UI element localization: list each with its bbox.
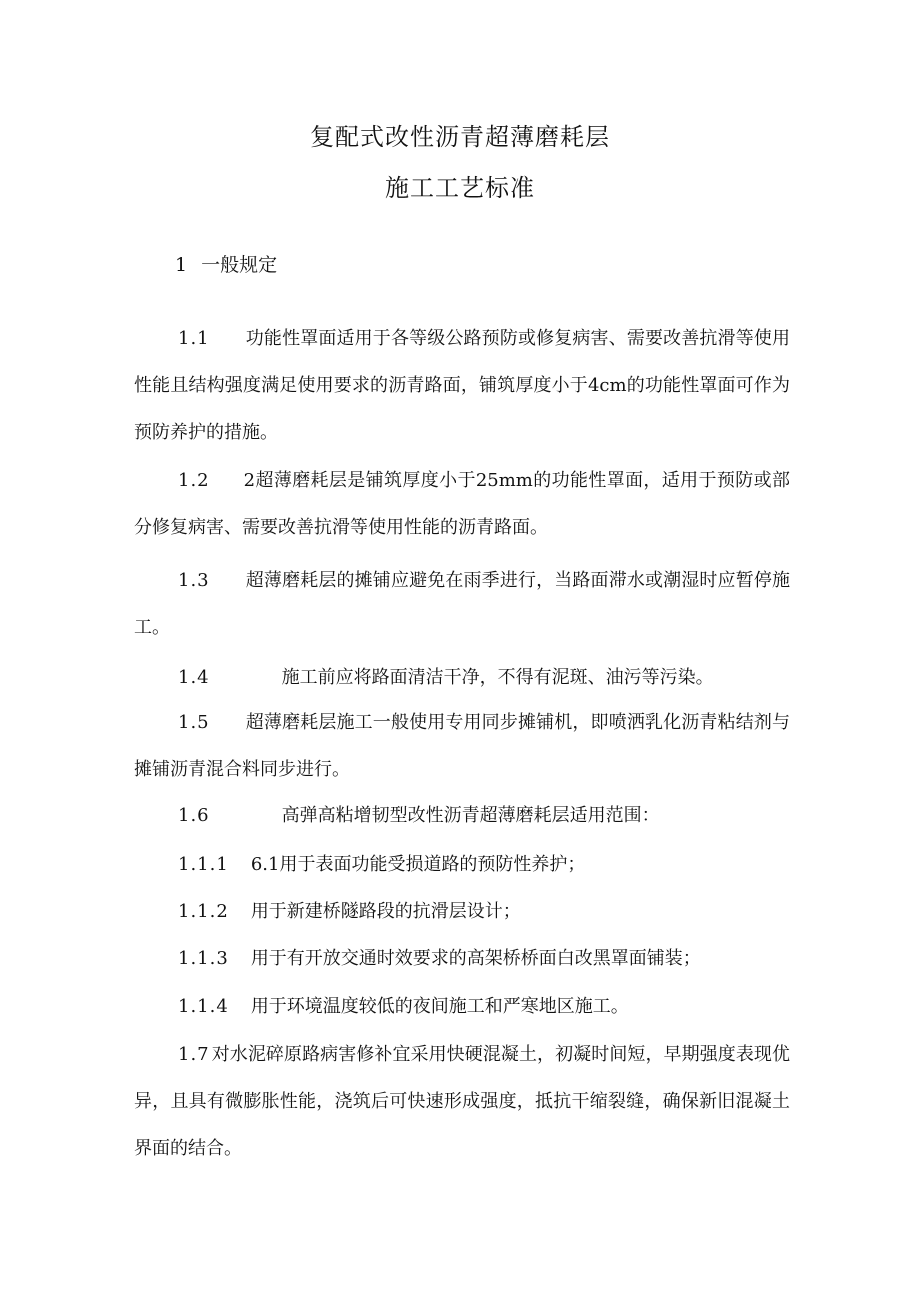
paragraph-1-1-3: [134, 935, 790, 982]
paragraph-text: 6.1用于表面功能受损道路的预防性养护；: [250, 854, 586, 875]
paragraph-1-2: [134, 457, 790, 551]
paragraph-text: 2超薄磨耗层是铺筑厚度小于25mm的功能性罩面，适用于预防或部分修复病害、需要改善抗滑等使用性能的沥青路面。: [134, 470, 790, 538]
document-title-line-2: 施工工艺标准: [385, 174, 535, 202]
paragraph-1-7: [134, 1031, 790, 1172]
paragraph-number: 1.3: [178, 570, 210, 591]
paragraph-number: 1.1.2: [178, 901, 229, 922]
paragraph-number: 1.1.1: [178, 854, 229, 875]
paragraph-text: 超薄磨耗层的摊铺应避免在雨季进行，当路面滞水或潮湿时应暂停施工。: [134, 570, 790, 638]
paragraph-text: 用于环境温度较低的夜间施工和严寒地区施工。: [250, 996, 629, 1017]
paragraph-number: 1.6: [178, 805, 210, 826]
section-heading: [175, 250, 277, 277]
paragraph-text: 功能性罩面适用于各等级公路预防或修复病害、需要改善抗滑等使用性能且结构强度满足使用要求的沥青路面，铺筑厚度小于4cm的功能性罩面可作为预防养护的措施。: [134, 328, 790, 443]
paragraph-1-1-4: [134, 983, 790, 1030]
paragraph-text: 高弹高粘增韧型改性沥青超薄磨耗层适用范围：: [281, 805, 660, 826]
paragraph-number: 1.5: [178, 712, 210, 733]
paragraph-number: 1.2: [178, 470, 210, 491]
paragraph-number: 1.1.4: [178, 996, 229, 1017]
paragraph-text: 对水泥碎原路病害修补宜采用快硬混凝土，初凝时间短，早期强度表现优异，且具有微膨胀性能，浇筑后可快速形成强度，抵抗干缩裂缝，确保新旧混凝土界面的结合。: [134, 1044, 790, 1159]
paragraph-1-6: [134, 792, 790, 839]
paragraph-1-3: [134, 557, 790, 651]
paragraph-text: 用于有开放交通时效要求的高架桥桥面白改黑罩面铺装；: [250, 948, 701, 969]
paragraph-number: 1.7: [178, 1044, 210, 1065]
section-number: 1: [175, 254, 188, 276]
paragraph-1-1-2: [134, 888, 790, 935]
paragraph-text: 超薄磨耗层施工一般使用专用同步摊铺机，即喷洒乳化沥青粘结剂与摊铺沥青混合料同步进行。: [134, 712, 790, 780]
paragraph-text: 施工前应将路面清洁干净，不得有泥斑、油污等污染。: [281, 667, 714, 688]
paragraph-number: 1.4: [178, 667, 210, 688]
paragraph-number: 1.1: [178, 328, 210, 349]
paragraph-1-4: [134, 654, 790, 701]
paragraph-1-1-1: [134, 841, 790, 888]
paragraph-number: 1.1.3: [178, 948, 229, 969]
paragraph-1-5: [134, 699, 790, 793]
section-title: 一般规定: [201, 254, 278, 276]
paragraph-1-1: [134, 315, 790, 456]
document-title-line-1: 复配式改性沥青超薄磨耗层: [310, 123, 610, 151]
paragraph-text: 用于新建桥隧路段的抗滑层设计；: [250, 901, 521, 922]
